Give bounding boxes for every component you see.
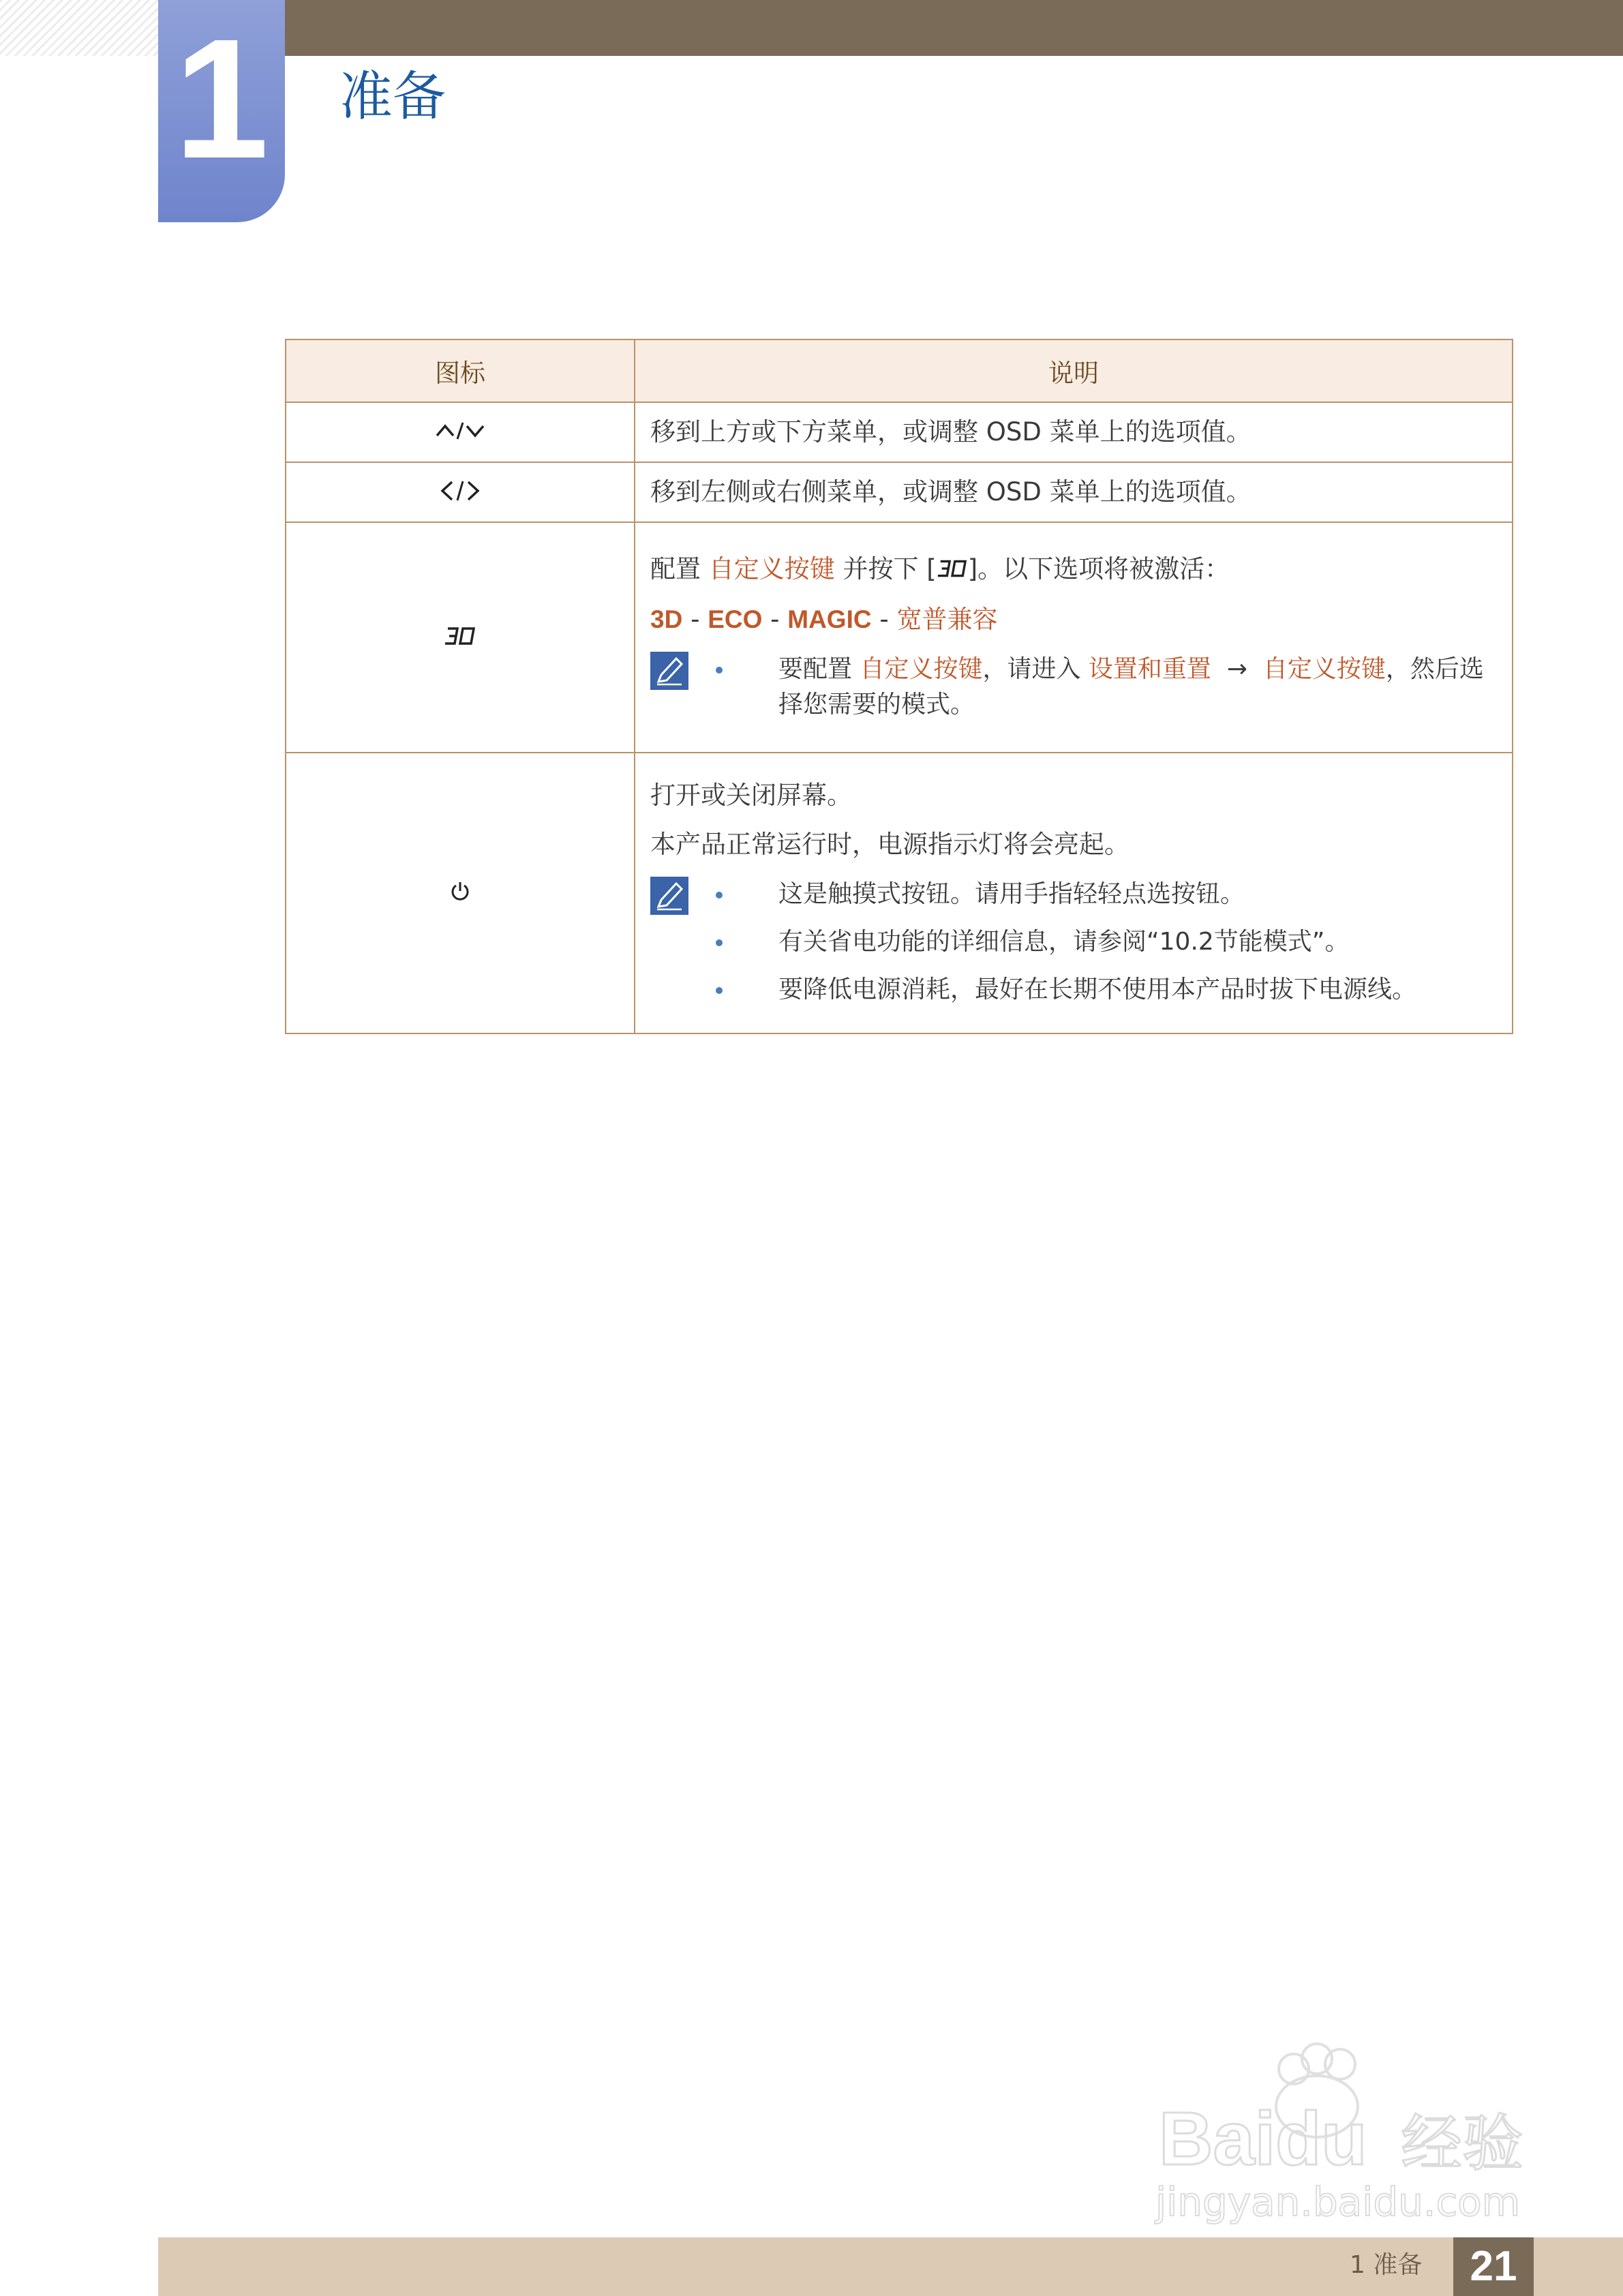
chapter-tab [158,0,285,222]
watermark-cn: 经验 [1401,2108,1523,2179]
watermark-url: jingyan.baidu.com [1155,2179,1521,2225]
note-pencil-icon [650,652,688,690]
corner-hatch [0,0,158,56]
note-list [716,652,1497,723]
list-item: 有关省电功能的详细信息，请参阅“10.2节能模式”。 [716,924,1497,960]
table-row [286,462,1513,522]
left-right-arrows-icon [440,492,481,505]
header-icon: 图标 [286,339,635,402]
note-list [716,877,1497,1008]
note-block [650,877,1497,1008]
baidu-watermark [1118,2031,1541,2236]
row-description: 移到左侧或右侧菜单，或调整 OSD 菜单上的选项值。 [635,462,1513,522]
header-description: 说明 [635,339,1513,402]
3d-icon [937,554,968,588]
power-line-1: 打开或关闭屏幕。 [650,781,852,810]
3d-config-line: 配置 自定义按键 并按下 [ ]。以下选项将被激活： [650,552,1497,588]
custom-key-highlight: 自定义按键 [708,554,835,584]
footer-section: 1 准备 [1350,2251,1423,2279]
row-description: 移到上方或下方菜单，或调整 OSD 菜单上的选项值。 [635,402,1513,462]
table-row [286,522,1513,753]
note-block [650,652,1497,723]
power-icon [449,893,471,906]
header-bar [285,0,1623,56]
right-arrow-icon: → [1226,654,1247,683]
power-line-2: 本产品正常运行时，电源指示灯将会亮起。 [650,830,1129,859]
chapter-title: 准备 [339,66,446,127]
list-item: 这是触摸式按钮。请用手指轻轻点选按钮。 [716,877,1497,912]
list-item: 要降低电源消耗，最好在长期不使用本产品时拔下电源线。 [716,972,1497,1008]
3d-icon [444,636,476,649]
list-item: 要配置 自定义按键，请进入 设置和重置 → 自定义按键，然后选择您需要的模式。 [716,652,1497,723]
table-row [286,402,1513,462]
chapter-number: 1 [174,3,269,194]
page-number: 21 [1453,2237,1534,2296]
activated-options: 3D - ECO - MAGIC - 宽普兼容 [650,604,998,634]
icon-description-table [285,339,1513,1034]
table-row [286,753,1513,1033]
watermark-brand: Baidu [1159,2097,1367,2181]
up-down-arrows-icon [436,431,485,444]
note-pencil-icon [650,877,688,915]
